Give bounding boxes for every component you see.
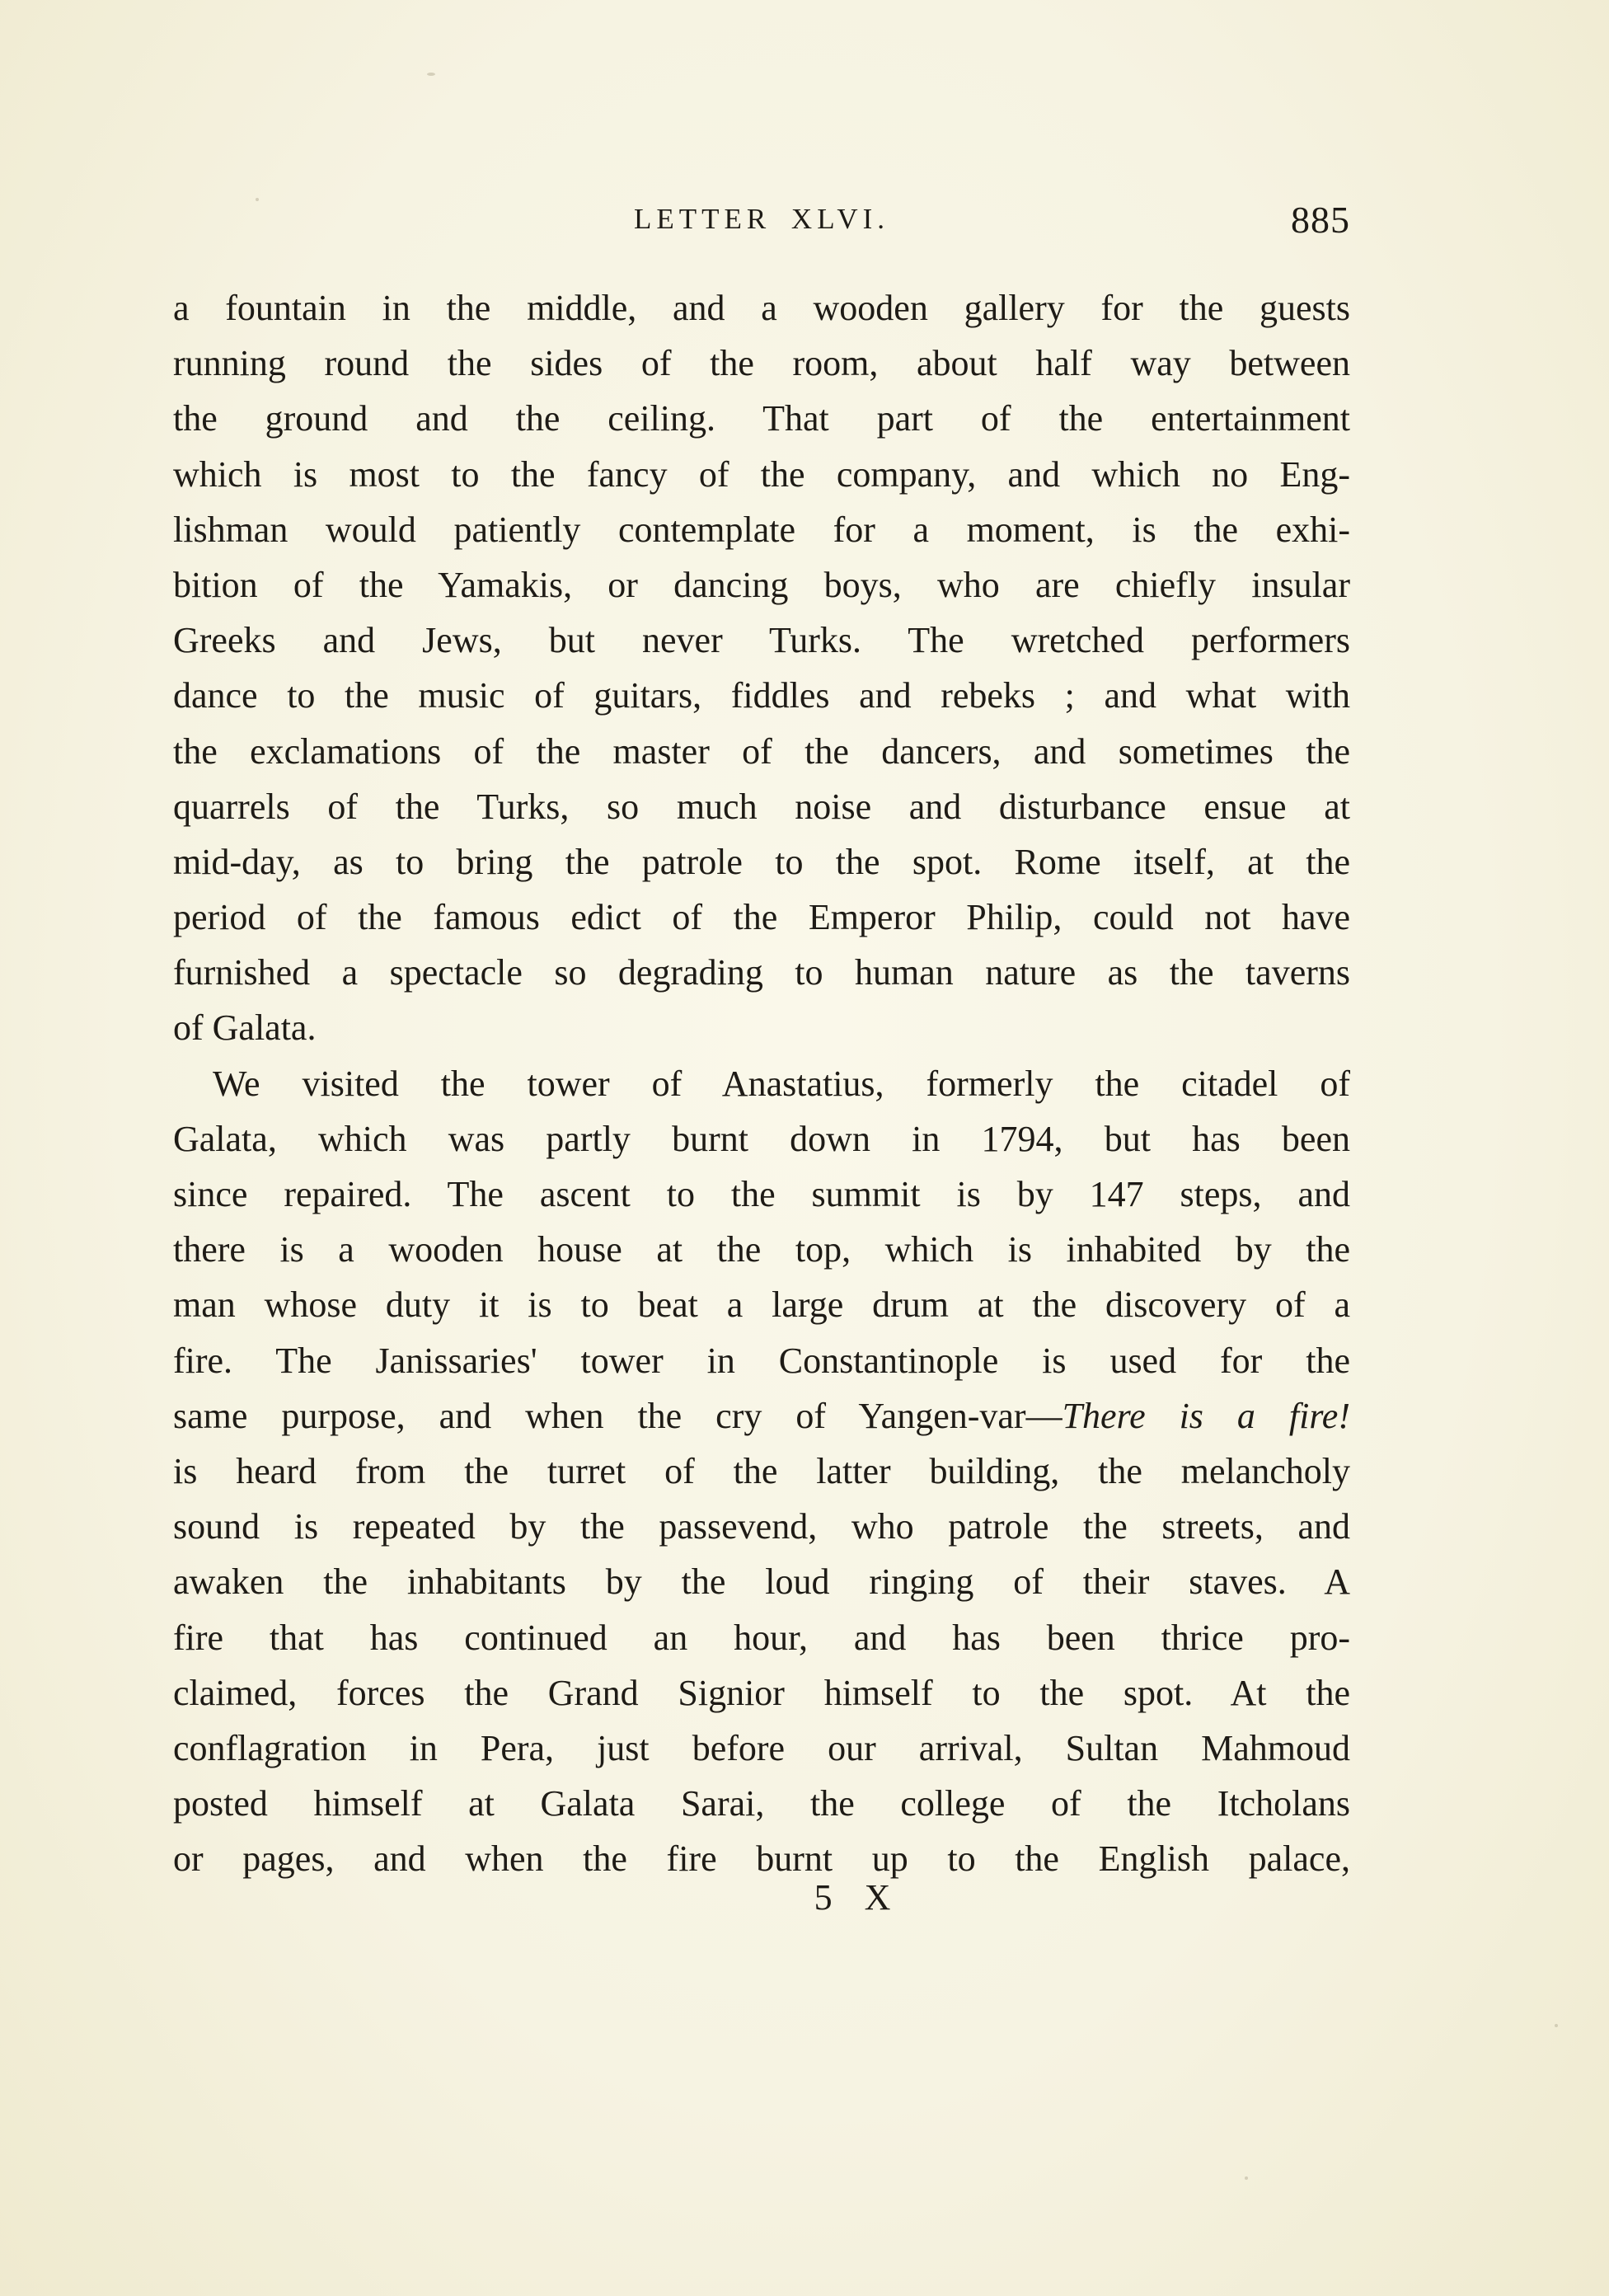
text-line: fire that has continued an hour, and has been thrice pro- [173,1617,1350,1658]
paper-speck [427,73,435,76]
text-line: sound is repeated by the passevend, who patrole the streets, and [173,1506,1350,1547]
text-line: period of the famous edict of the Emperor Philip, could not have [173,897,1350,938]
text-segment: same purpose, and when the cry of Yangen-var— [173,1395,1063,1436]
text-line: Galata, which was partly burnt down in 1794, but has been [173,1118,1350,1159]
text-line: awaken the inhabitants by the loud ringing of their staves. A [173,1561,1350,1603]
text-line: bition of the Yamakis, or dancing boys, who are chiefly insular [173,564,1350,605]
body-text [173,280,1350,1886]
text-line: a fountain in the middle, and a wooden gallery for the guests [173,288,1350,328]
text-line: mid-day, as to bring the patrole to the spot. Rome itself, at the [173,841,1350,882]
page-number: 885 [1291,199,1350,241]
text-line: which is most to the fancy of the company, and which no Eng- [173,453,1350,495]
text-line: Greeks and Jews, but never Turks. The wretched performers [173,620,1350,661]
italic-phrase: There is a fire! [1062,1395,1350,1436]
signature-mark: 5 X [814,1877,903,1918]
paragraph-end-line: of Galata. [173,1007,317,1049]
paper-speck [1555,2024,1558,2027]
text-line: the ground and the ceiling. That part of the entertainment [173,398,1350,439]
text-line: posted himself at Galata Sarai, the college of the Itcholans [173,1783,1350,1824]
text-line: quarrels of the Turks, so much noise and disturbance ensue at [173,786,1350,827]
paper-speck [1245,2176,1248,2180]
text-line: since repaired. The ascent to the summit is by 147 steps, and [173,1174,1350,1214]
text-line: or pages, and when the fire burnt up to the English palace, [173,1838,1350,1880]
text-line: conflagration in Pera, just before our arrival, Sultan Mahmoud [173,1727,1350,1768]
paper-speck [256,198,259,201]
paragraph-start-line: We visited the tower of Anastatius, formerly the citadel of [213,1063,1350,1104]
text-line: man whose duty it is to beat a large drum at the discovery of a [173,1284,1350,1326]
text-line: dance to the music of guitars, fiddles and rebeks ; and what with [173,675,1350,716]
text-line-with-italic [173,1388,1350,1444]
text-line: lishman would patiently contemplate for a moment, is the exhi- [173,509,1350,550]
text-line: fire. The Janissaries' tower in Constantinople is used for the [173,1340,1350,1381]
text-line: there is a wooden house at the top, which is inhabited by the [173,1229,1350,1270]
text-line: running round the sides of the room, about half way between [173,343,1350,384]
text-line: the exclamations of the master of the dancers, and sometimes the [173,730,1350,772]
text-line: claimed, forces the Grand Signior himself to the spot. At the [173,1672,1350,1713]
chapter-heading: LETTER XLVI. [633,203,890,235]
text-line: furnished a spectacle so degrading to human nature as the taverns [173,952,1350,993]
running-head [173,198,1350,247]
text-line: is heard from the turret of the latter building, the melancholy [173,1450,1350,1491]
